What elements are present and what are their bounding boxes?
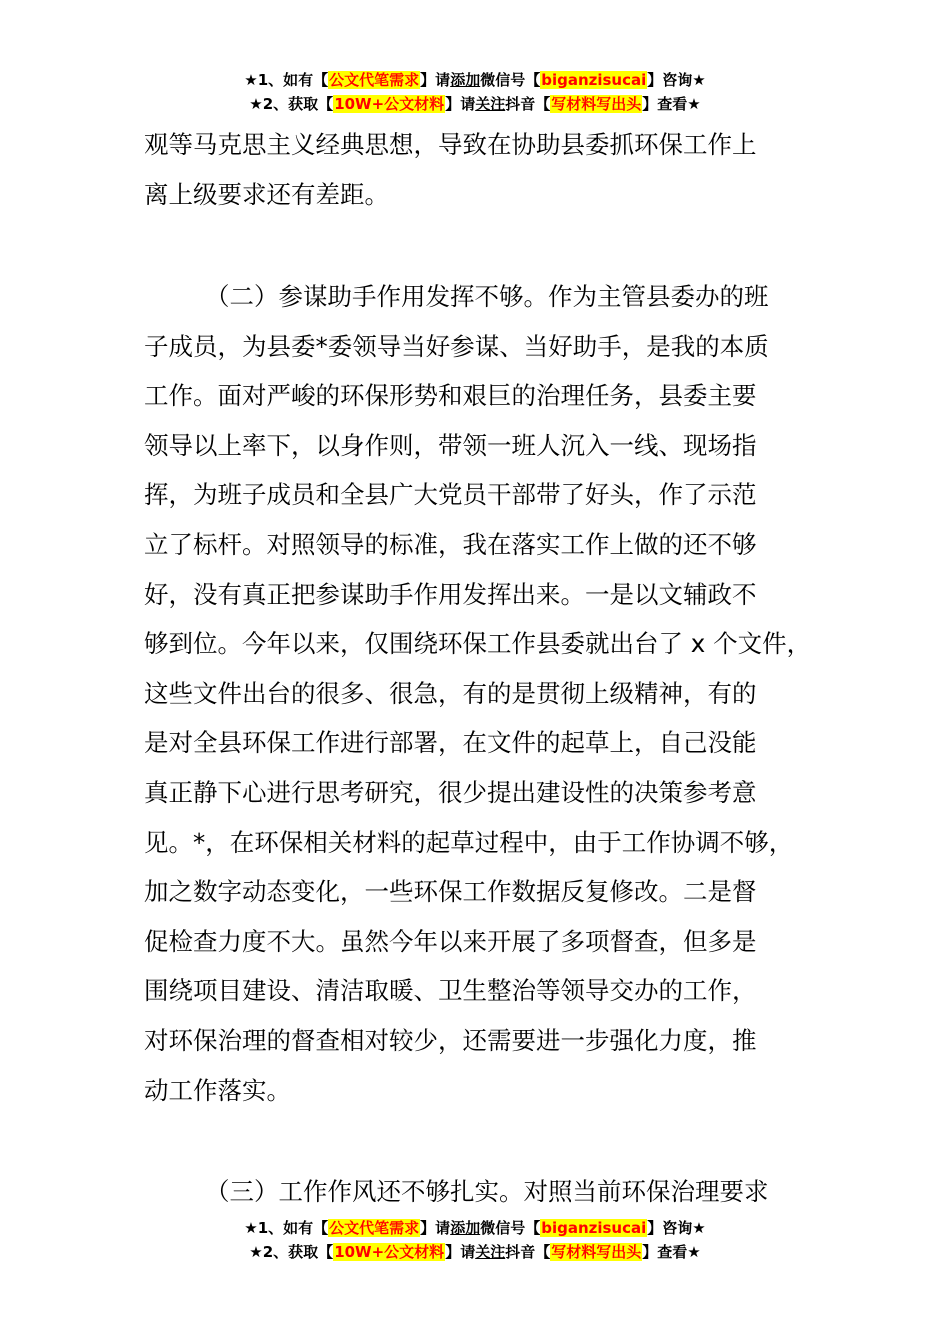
- text-line: 促检查力度不大。虽然今年以来开展了多项督查，但多是: [144, 926, 757, 956]
- text-line: 是对全县环保工作进行部署，在文件的起草上，自己没能: [144, 728, 757, 758]
- emphasis-follow: 关注: [475, 95, 506, 113]
- text-line: 对环保治理的督查相对较少，还需要进一步强化力度，推: [144, 1025, 757, 1055]
- text-line: （二）参谋助手作用发挥不够。作为主管县委办的班: [205, 282, 769, 311]
- highlight-materials: 10W+公文材料: [334, 1243, 445, 1261]
- paragraph-section-2: [144, 272, 834, 1115]
- promo-banner-top: [0, 68, 950, 116]
- emphasis-add: 添加: [450, 1219, 481, 1237]
- highlight-wechat-id: biganzisucai: [541, 1219, 647, 1237]
- highlight-wechat-id: biganzisucai: [541, 71, 647, 89]
- highlight-douyin-id: 写材料写出头: [551, 1243, 642, 1261]
- text-line: 动工作落实。: [144, 1075, 291, 1105]
- text-line: 离上级要求还有差距。: [144, 179, 389, 209]
- text-line: 真正静下心进行思考研究，很少提出建设性的决策参考意: [144, 777, 757, 807]
- text-line: 子成员，为县委*委领导当好参谋、当好助手，是我的本质: [144, 331, 769, 361]
- text-line: 加之数字动态变化，一些环保工作数据反复修改。二是督: [144, 877, 757, 907]
- highlight-service: 公文代笔需求: [329, 1219, 420, 1237]
- paragraph-section-3: [144, 1167, 834, 1217]
- text-line: 围绕项目建设、清洁取暖、卫生整治等领导交办的工作，: [144, 976, 757, 1006]
- text-line: 见。*，在环保相关材料的起草过程中，由于工作协调不够，: [144, 827, 794, 857]
- text-line: 这些文件出台的很多、很急，有的是贯彻上级精神，有的: [144, 678, 757, 708]
- text-line: 工作。面对严峻的环保形势和艰巨的治理任务，县委主要: [144, 381, 757, 411]
- text-line: 挥，为班子成员和全县广大党员干部带了好头，作了示范: [144, 480, 757, 510]
- emphasis-follow: 关注: [475, 1243, 506, 1261]
- text-line: （三）工作作风还不够扎实。对照当前环保治理要求: [205, 1177, 769, 1206]
- promo-banner-bottom: [0, 1216, 950, 1264]
- promo-line-2: ★2、获取【10W+公文材料】请关注抖音【写材料写出头】查看★: [249, 95, 701, 113]
- paragraph-continuation: [144, 120, 834, 219]
- emphasis-add: 添加: [450, 71, 481, 89]
- text-line: 立了标杆。对照领导的标准，我在落实工作上做的还不够: [144, 529, 757, 559]
- promo-line-1: ★1、如有【公文代笔需求】请添加微信号【biganzisucai】咨询★: [244, 1219, 706, 1237]
- highlight-douyin-id: 写材料写出头: [551, 95, 642, 113]
- text-line: 观等马克思主义经典思想，导致在协助县委抓环保工作上: [144, 130, 757, 159]
- promo-line-1: ★1、如有【公文代笔需求】请添加微信号【biganzisucai】咨询★: [244, 71, 706, 89]
- promo-line-2: ★2、获取【10W+公文材料】请关注抖音【写材料写出头】查看★: [249, 1243, 701, 1261]
- highlight-service: 公文代笔需求: [329, 71, 420, 89]
- text-line: 够到位。今年以来，仅围绕环保工作县委就出台了 x 个文件，: [144, 629, 812, 659]
- text-line: 领导以上率下，以身作则，带领一班人沉入一线、现场指: [144, 430, 757, 460]
- text-line: 好，没有真正把参谋助手作用发挥出来。一是以文辅政不: [144, 579, 757, 609]
- highlight-materials: 10W+公文材料: [334, 95, 445, 113]
